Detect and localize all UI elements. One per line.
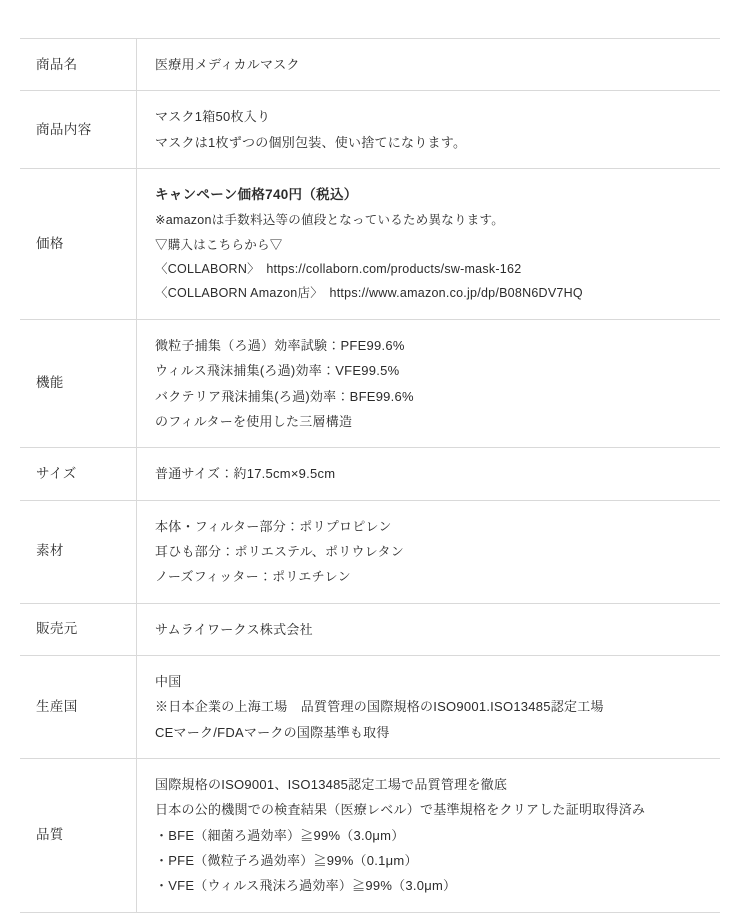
spec-value-line: マスク1箱50枚入り	[155, 109, 271, 125]
spec-table-body	[20, 39, 720, 913]
spec-value-3	[137, 319, 721, 447]
spec-label-0: 商品名	[20, 39, 137, 91]
spec-value-line: ウィルス飛沫捕集(ろ過)効率：VFE99.5%	[155, 363, 400, 379]
spec-value-line: 医療用メディカルマスク	[155, 57, 300, 72]
spec-label-3: 機能	[20, 319, 137, 447]
spec-value-1	[137, 91, 721, 169]
spec-value-2	[137, 169, 721, 320]
spec-label-8: 品質	[20, 758, 137, 912]
spec-value-line: 国際規格のISO9001、ISO13485認定工場で品質管理を徹底	[155, 776, 508, 792]
product-spec-table	[20, 38, 720, 913]
table-row	[20, 39, 720, 91]
spec-value-line: 微粒子捕集（ろ過）効率試験：PFE99.6%	[155, 337, 405, 353]
spec-value-7	[137, 655, 721, 758]
spec-value-line: マスクは1枚ずつの個別包装、使い捨てになります。	[155, 134, 467, 150]
spec-value-line: 中国	[155, 673, 182, 689]
spec-value-0	[137, 39, 721, 91]
spec-value-line: ノーズフィッター：ポリエチレン	[155, 569, 351, 585]
spec-value-line: バクテリア飛沫捕集(ろ過)効率：BFE99.6%	[155, 388, 414, 404]
spec-label-5: 素材	[20, 500, 137, 603]
spec-value-line: ・VFE（ウィルス飛沫ろ過効率）≧99%（3.0μm）	[155, 878, 457, 894]
table-row	[20, 500, 720, 603]
spec-label-6: 販売元	[20, 603, 137, 655]
spec-value-line: 〈COLLABORN〉 https://collaborn.com/products/sw-mask-162	[155, 262, 522, 277]
spec-label-7: 生産国	[20, 655, 137, 758]
table-row	[20, 758, 720, 912]
spec-value-line: のフィルターを使用した三層構造	[155, 413, 353, 429]
spec-value-line: ・PFE（微粒子ろ過効率）≧99%（0.1μm）	[155, 853, 418, 868]
table-row	[20, 603, 720, 655]
spec-value-line: ※amazonは手数料込等の値段となっているため異なります。	[155, 213, 504, 228]
table-row	[20, 91, 720, 169]
spec-value-line: ※日本企業の上海工場 品質管理の国際規格のISO9001.ISO13485認定工場	[155, 699, 604, 715]
spec-value-line: キャンペーン価格740円（税込）	[155, 187, 358, 203]
spec-value-5	[137, 500, 721, 603]
spec-value-4	[137, 448, 721, 500]
table-row	[20, 319, 720, 447]
table-row	[20, 169, 720, 320]
table-row	[20, 655, 720, 758]
spec-value-line: サムライワークス株式会社	[155, 621, 313, 637]
spec-value-line: 耳ひも部分：ポリエステル、ポリウレタン	[155, 543, 405, 559]
spec-value-line: 日本の公的機関での検査結果（医療レベル）で基準規格をクリアした証明取得済み	[155, 802, 646, 818]
spec-label-4: サイズ	[20, 448, 137, 500]
spec-value-line: ・BFE（細菌ろ過効率）≧99%（3.0μm）	[155, 827, 405, 843]
spec-value-6	[137, 603, 721, 655]
spec-value-line: CEマーク/FDAマークの国際基準も取得	[155, 724, 390, 740]
spec-value-8	[137, 758, 721, 912]
spec-value-line: 〈COLLABORN Amazon店〉 https://www.amazon.co.jp/dp/B08N6DV7HQ	[155, 286, 583, 301]
spec-label-1: 商品内容	[20, 91, 137, 169]
spec-label-2: 価格	[20, 169, 137, 320]
spec-value-line: 普通サイズ：約17.5cm×9.5cm	[155, 466, 336, 482]
table-row	[20, 448, 720, 500]
spec-value-line: ▽購入はこちらから▽	[155, 237, 283, 252]
spec-value-line: 本体・フィルター部分：ポリプロピレン	[155, 518, 392, 534]
